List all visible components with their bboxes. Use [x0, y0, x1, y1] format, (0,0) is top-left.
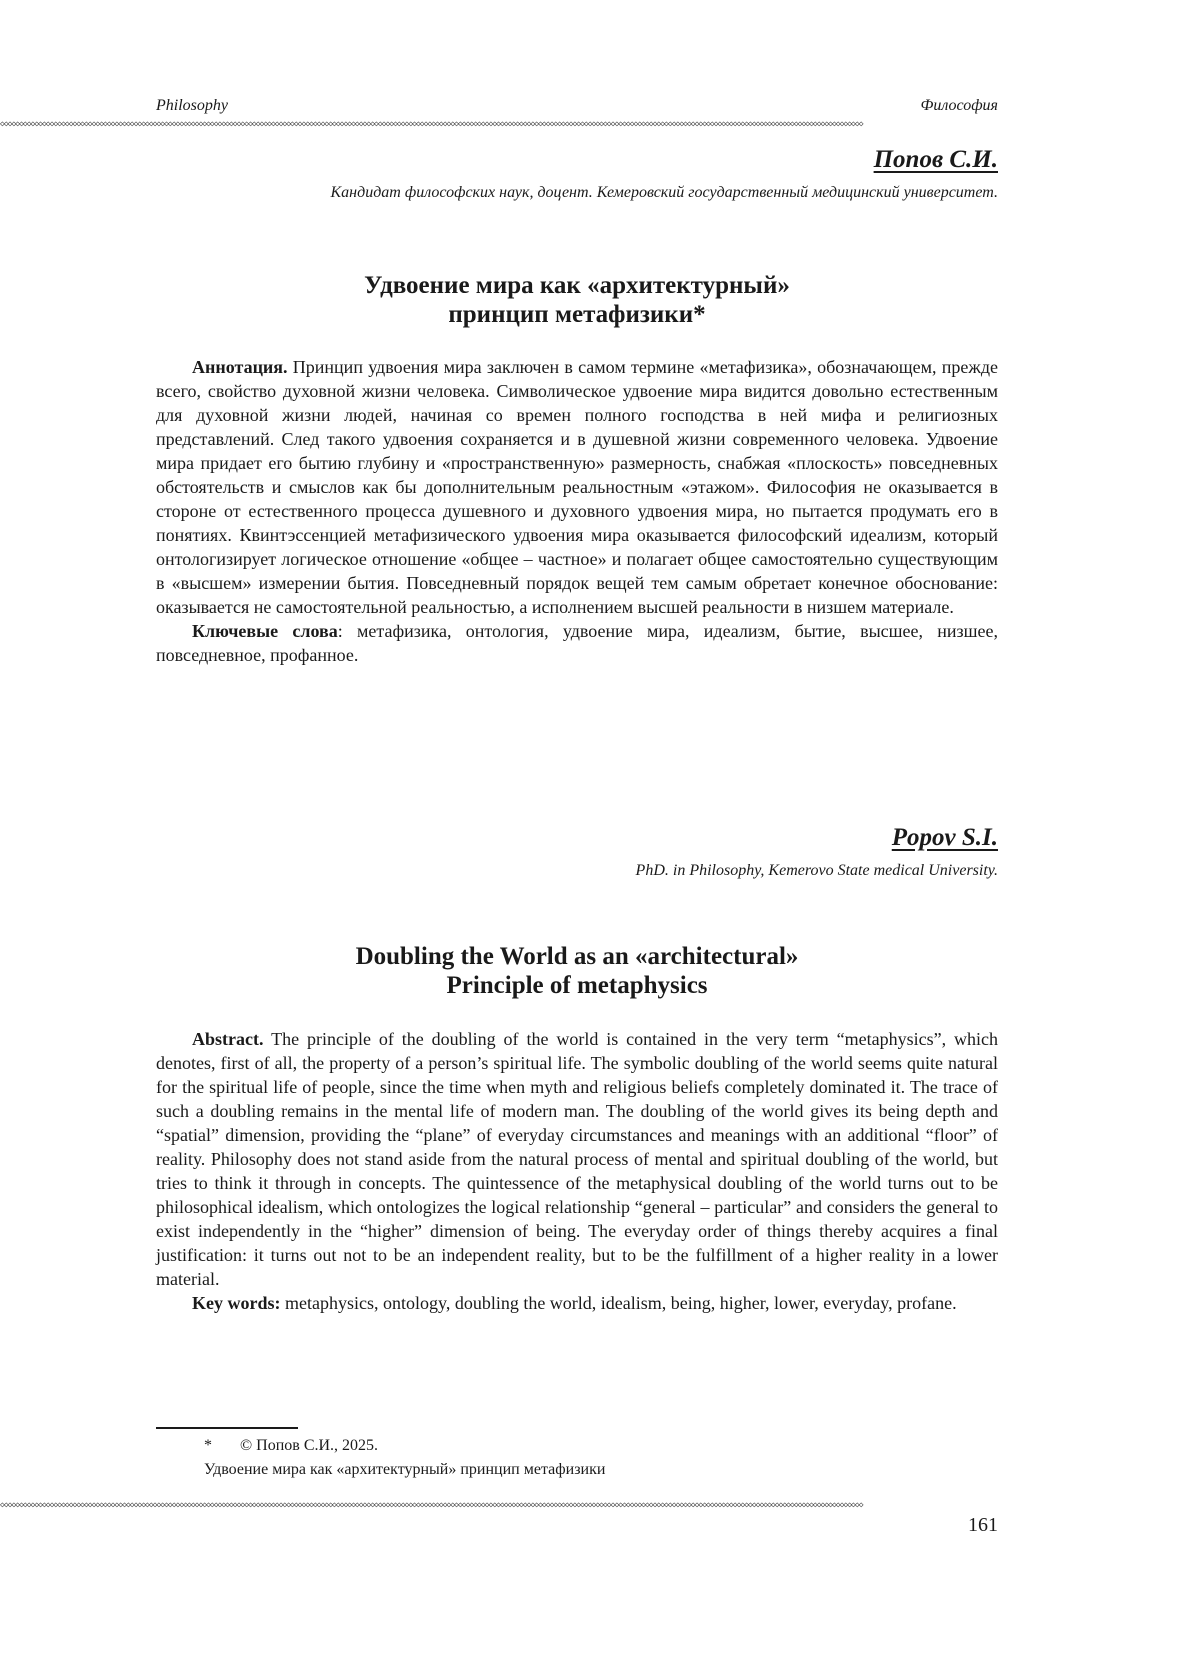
title-ru-line-2: принцип метафизики*: [448, 301, 706, 328]
abstract-en: [156, 1027, 998, 1315]
author-name-ru: Попов С.И.: [873, 146, 998, 173]
keywords-en-label: Key words:: [192, 1293, 281, 1313]
keywords-en-text: metaphysics, ontology, doubling the world, idealism, being, higher, lower, everyday, profane.: [280, 1293, 957, 1313]
footer-ornament-border: ◇◇◇◇◇◇◇◇◇◇◇◇◇◇◇◇◇◇◇◇◇◇◇◇◇◇◇◇◇◇◇◇◇◇◇◇◇◇◇◇◇◇◇◇◇◇◇◇◇◇◇◇◇◇◇◇◇◇◇◇◇◇◇◇◇◇◇◇◇◇◇◇◇◇◇◇◇◇◇◇◇◇◇◇◇◇◇◇◇◇◇◇◇◇◇◇◇◇◇◇◇◇◇◇◇◇◇◇◇◇◇◇◇◇◇◇◇◇◇◇◇◇◇◇◇◇◇◇◇◇◇◇◇◇◇◇◇◇◇◇◇◇◇◇◇◇◇◇◇◇◇◇◇◇◇◇◇◇◇◇◇◇◇◇◇◇◇◇◇◇◇◇◇◇◇◇◇◇◇◇◇◇◇◇◇◇◇◇◇◇◇◇◇◇◇◇◇◇◇◇◇◇◇◇◇◇◇◇◇◇◇◇◇◇◇◇◇◇◇◇◇◇◇◇◇◇: [0, 1500, 863, 1509]
header-ornament-border: ◇◇◇◇◇◇◇◇◇◇◇◇◇◇◇◇◇◇◇◇◇◇◇◇◇◇◇◇◇◇◇◇◇◇◇◇◇◇◇◇◇◇◇◇◇◇◇◇◇◇◇◇◇◇◇◇◇◇◇◇◇◇◇◇◇◇◇◇◇◇◇◇◇◇◇◇◇◇◇◇◇◇◇◇◇◇◇◇◇◇◇◇◇◇◇◇◇◇◇◇◇◇◇◇◇◇◇◇◇◇◇◇◇◇◇◇◇◇◇◇◇◇◇◇◇◇◇◇◇◇◇◇◇◇◇◇◇◇◇◇◇◇◇◇◇◇◇◇◇◇◇◇◇◇◇◇◇◇◇◇◇◇◇◇◇◇◇◇◇◇◇◇◇◇◇◇◇◇◇◇◇◇◇◇◇◇◇◇◇◇◇◇◇◇◇◇◇◇◇◇◇◇◇◇◇◇◇◇◇◇◇◇◇◇◇◇◇◇◇◇◇◇◇◇◇◇: [0, 119, 863, 128]
keywords-en-paragraph: [156, 1291, 998, 1315]
author-block-en: [156, 824, 998, 880]
footnote-copyright: © Попов С.И., 2025.: [240, 1437, 379, 1454]
abstract-en-paragraph: [156, 1027, 998, 1291]
footnote: [204, 1434, 605, 1482]
author-affiliation-en: PhD. in Philosophy, Kemerovo State medical University.: [635, 862, 998, 879]
running-header-right: Философия: [920, 97, 998, 114]
article-title-en: [156, 942, 998, 1000]
abstract-en-text: The principle of the doubling of the world is contained in the very term “metaphysics”, which denotes, first of all, the property of a person’s spiritual life. The symbolic doubling of the world seems quite natural for the spiritual life of people, since the time when myth and religious beliefs completely dominated it. The trace of such a doubling remains in the mental life of modern man. The doubling of the world gives its being depth and “spatial” dimension, providing the “plane” of everyday circumstances and meanings with an additional “floor” of reality. Philosophy does not stand aside from the natural process of mental and spiritual doubling of the world, but tries to think it through in concepts. The quintessence of the metaphysical doubling of the world turns out to be philosophical idealism, which ontologizes the logical relationship “general – particular” and considers the general to exist independently in the “higher” dimension of being. The everyday order of things thereby acquires a final justification: it turns out not to be an independent reality, but to be the fulfillment of a higher reality in a lower material.: [156, 1029, 998, 1289]
keywords-ru-paragraph: [156, 619, 998, 667]
footnote-title: Удвоение мира как «архитектурный» принцип метафизики: [204, 1461, 606, 1478]
title-en-line-1: Doubling the World as an «architectural»: [355, 943, 799, 970]
keywords-ru-label: Ключевые слова: [192, 621, 338, 641]
keywords-ru-text: : метафизика, онтология, удвоение мира, идеализм, бытие, высшее, низшее, повседневное, профанное.: [156, 621, 998, 665]
abstract-ru-label: Аннотация.: [192, 357, 288, 377]
abstract-en-label: Abstract.: [192, 1029, 264, 1049]
footnote-mark: *: [204, 1437, 212, 1454]
footnote-copyright-line: [204, 1434, 605, 1458]
page-number: 161: [968, 1514, 998, 1536]
article-title-ru: [156, 271, 998, 329]
running-header-left: Philosophy: [156, 97, 228, 114]
author-name-en: Popov S.I.: [891, 824, 998, 851]
footnote-rule: [156, 1427, 298, 1429]
title-en-line-2: Principle of metaphysics: [446, 972, 708, 999]
abstract-ru-text: Принцип удвоения мира заключен в самом термине «метафизика», обозначающем, прежде всего, свойство духовной жизни человека. Символическое удвоение мира видится довольно естественным для духовной жизни людей, начиная со времен полного господства в ней мифа и религиозных представлений. След такого удвоения сохраняется и в душевной жизни современного человека. Удвоение мира придает его бытию глубину и «пространственную» размерность, снабжая «плоскость» повседневных обстоятельств и смыслов как бы дополнительным реальностным «этажом». Философия не оказывается в стороне от естественного процесса душевного и духовного удвоения мира, но пытается продумать его в понятиях. Квинтэссенцией метафизического удвоения мира оказывается философский идеализм, который онтологизирует логическое отношение «общее – частное» и полагает общее самостоятельно существующим в «высшем» измерении бытия. Повседневный порядок вещей тем самым обретает конечное обоснование: оказывается не самостоятельной реальностью, а исполнением высшей реальности в низшем материале.: [156, 357, 998, 617]
abstract-ru-paragraph: [156, 355, 998, 619]
abstract-ru: [156, 355, 998, 667]
title-ru-line-1: Удвоение мира как «архитектурный»: [364, 272, 790, 299]
author-affiliation-ru: Кандидат философских наук, доцент. Кемеровский государственный медицинский университет.: [330, 184, 998, 201]
author-block-ru: [156, 146, 998, 202]
running-header: [156, 97, 998, 115]
